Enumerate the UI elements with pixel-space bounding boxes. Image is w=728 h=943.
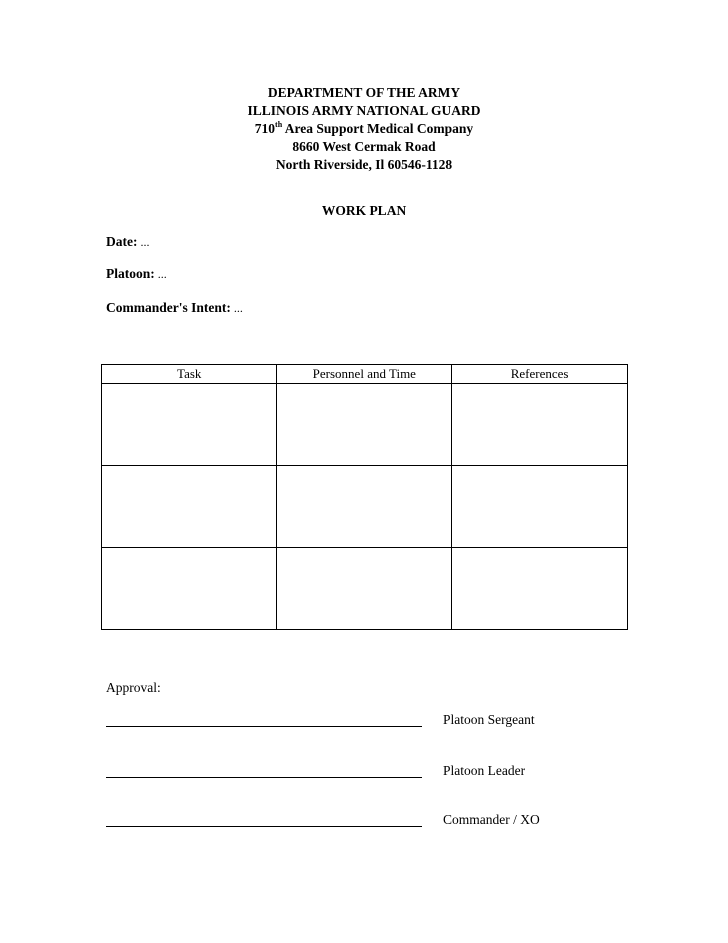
- work-plan-table: [101, 364, 628, 630]
- task-cell[interactable]: [102, 384, 277, 466]
- letterhead-company-suffix: th: [275, 119, 283, 129]
- header-references: [452, 365, 628, 384]
- header-personnel-and-time: [277, 365, 452, 384]
- signature-role: Platoon Sergeant: [443, 712, 535, 727]
- date-value[interactable]: ...: [137, 235, 150, 249]
- date-label: Date:: [106, 234, 138, 249]
- platoon-label: Platoon:: [106, 266, 155, 281]
- signature-role: Commander / XO: [443, 812, 540, 827]
- references-cell[interactable]: [452, 548, 628, 630]
- personnel-time-cell[interactable]: [277, 548, 452, 630]
- header-personnel-label: Personnel and Time: [312, 366, 416, 381]
- approval-label: Approval:: [106, 680, 161, 695]
- date-field: [106, 234, 149, 250]
- letterhead-street: 8660 West Cermak Road: [292, 139, 436, 154]
- platoon-field: [106, 266, 167, 282]
- signature-row-platoon-sergeant: [106, 712, 626, 732]
- commanders-intent-field: [106, 300, 243, 316]
- personnel-time-cell[interactable]: [277, 384, 452, 466]
- header-task: [102, 365, 277, 384]
- table-row: [102, 548, 628, 630]
- letterhead-department: DEPARTMENT OF THE ARMY: [267, 85, 461, 100]
- references-cell[interactable]: [452, 466, 628, 548]
- table-row: [102, 384, 628, 466]
- letterhead: [0, 84, 728, 174]
- table-row: [102, 466, 628, 548]
- letterhead-guard: ILLINOIS ARMY NATIONAL GUARD: [247, 103, 481, 118]
- header-task-label: Task: [177, 366, 202, 381]
- letterhead-company-number: 710: [254, 121, 276, 136]
- letterhead-company-name: Area Support Medical Company: [282, 121, 474, 136]
- signature-row-platoon-leader: [106, 763, 626, 783]
- signature-line[interactable]: [106, 826, 422, 827]
- signature-row-commander-xo: [106, 812, 626, 832]
- platoon-value[interactable]: ...: [154, 267, 167, 281]
- letterhead-company: [0, 120, 728, 138]
- task-cell[interactable]: [102, 548, 277, 630]
- header-references-label: References: [510, 366, 569, 381]
- commanders-intent-value[interactable]: ...: [230, 301, 243, 315]
- table-header-row: [102, 365, 628, 384]
- letterhead-city: North Riverside, Il 60546-1128: [275, 157, 453, 172]
- signature-role: Platoon Leader: [443, 763, 526, 778]
- signature-line[interactable]: [106, 726, 422, 727]
- document-title: WORK PLAN: [321, 203, 407, 218]
- commanders-intent-label: Commander's Intent:: [106, 300, 231, 315]
- references-cell[interactable]: [452, 384, 628, 466]
- personnel-time-cell[interactable]: [277, 466, 452, 548]
- task-cell[interactable]: [102, 466, 277, 548]
- signature-line[interactable]: [106, 777, 422, 778]
